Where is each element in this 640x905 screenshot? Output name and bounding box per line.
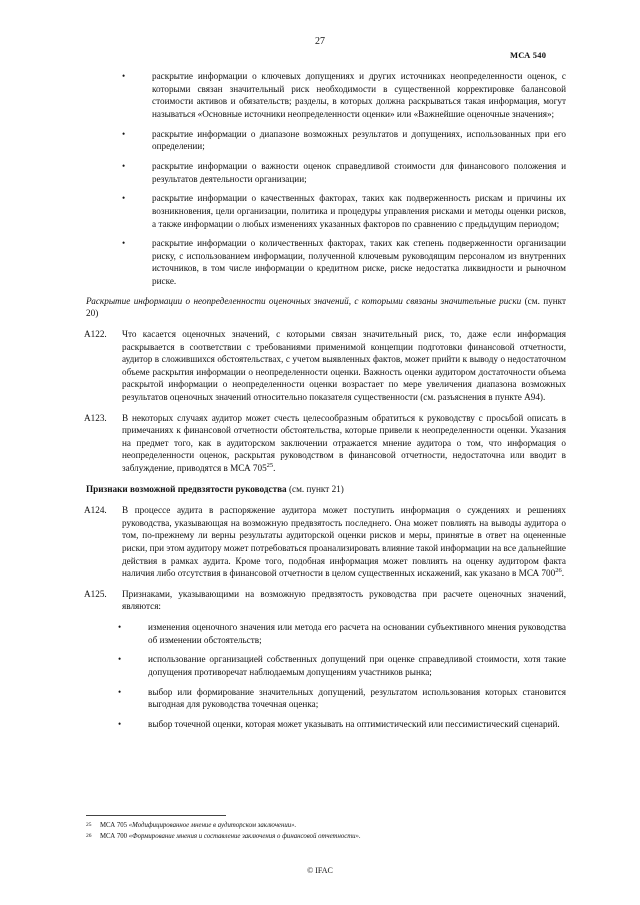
bullet-icon: • [122, 238, 126, 249]
footnote-number: 26 [86, 832, 92, 839]
paragraph-number: A125. [84, 588, 107, 599]
footnote-title: «Формирование мнения и составление заключения о финансовой отчетности». [128, 832, 361, 840]
disclosure-bullet-list [86, 70, 566, 288]
paragraph-text: Что касается оценочных значений, с которыми связан значительный риск, то, даже если информация раскрывается в соответствии с требованиями применимой концепции подготовки финансовой отчетности, аудитор в сложившихся обстоятельствах, с учетом выявленных фактов, может прийти к выводу о недостаточном объеме раскрытия информации о неопределенности оценки. Важность оценки аудитором достаточности объема раскрытой информации о неопределенности оценки возрастает по мере увеличения диапазона возможных результатов оценочных значений относительно показателя существенности (см. разъяснения в пункте А94). [122, 329, 566, 402]
paragraph-number: A123. [84, 412, 107, 423]
section-heading: Признаки возможной предвзятости руководства (см. пункт 21) [86, 483, 344, 494]
paragraph-text: В процессе аудита в распоряжение аудитора может поступить информация о суждениях и решениях руководства, указывающая на возможную предвзятость последнего. Она может повлиять на выводы аудитора о том, по-прежнему ли верны результаты аудиторской оценки рисков и меры, принятые в ответ на оцененные риски, при этом аудитору может потребоваться проанализировать влияние такой информации на все дальнейшие действия в рамках аудита. Кроме того, подобная информация может повлиять на оценку аудитором факта наличия либо отсутствия в финансовой отчетности в целом существенных искажений, как указано в МСА 700 [122, 505, 566, 579]
list-item: • выбор или формирование значительных допущений, результатом использования которых становится выгодная для руководства точечная оценка; [118, 686, 566, 710]
list-item: • использование организацией собственных допущений при оценке справедливой стоимости, хотя такие допущения противоречат наблюдаемым допущениям участников рынка; [118, 654, 566, 677]
list-item: • выбор точечной оценки, которая может указывать на оптимистический или пессимистический сценарий. [118, 719, 560, 730]
footnote-reference[interactable]: 25 [266, 461, 274, 469]
paragraph-text: В некоторых случаях аудитор может счесть целесообразным обратиться к руководству с просьбой описать в примечаниях к финансовой отчетности обстоятельства, которые привели к неопределенности оценки. Указания на предмет того, как в аудиторском заключении отражается мнение аудитора о том, что информация о неопределенности оценок, раскрытая руководством в финансовой отчетности, недостаточна или вводит в заблуждение, приводятся в МСА 705 [122, 412, 566, 473]
footnote-divider [86, 815, 226, 816]
list-item: • раскрытие информации о качественных факторах, таких как подверженность рискам и причины их возникновения, цели организации, политика и процедуры управления рисками и методы оценки рисков, а также информации о любых изменениях указанных факторов по сравнению с предыдущим периодом; [122, 193, 566, 229]
list-item: • раскрытие информации о диапазоне возможных результатов и допущениях, использованных при его определении; [122, 128, 566, 152]
bullet-icon: • [122, 193, 126, 204]
bullet-icon: • [118, 719, 122, 730]
bullet-icon: • [122, 160, 126, 171]
footnote: 25 МСА 705 «Модифицированное мнение в аудиторском заключении». [86, 822, 297, 829]
paragraph-a123: A123. В некоторых случаях аудитор может счесть целесообразным обратиться к руководству с просьбой описать в примечаниях к финансовой отчетности обстоятельства, которые привели к неопределенности оценки. Указания на предмет того, как в аудиторском заключении отражается мнение аудитора о том, что информация о неопределенности оценок, раскрытая руководством в финансовой отчетности, недостаточна или вводит в заблуждение, приводятся в МСА $705^{25}$. [84, 412, 566, 473]
paragraph-a125 [86, 588, 566, 613]
paragraph-number: A122. [84, 329, 107, 340]
document-code: МСА 540 [510, 50, 547, 60]
subsection-heading: Раскрытие информации о неопределенности оценочных значений, с которыми связаны значительные риски (см. пункт 20) [86, 295, 566, 319]
section-reference: (см. пункт 21) [286, 483, 344, 494]
footnote-number: 25 [86, 822, 92, 828]
bullet-icon: • [118, 686, 122, 697]
bullet-icon: • [122, 128, 126, 139]
subsection-reference: (см. пункт 20) [86, 295, 566, 319]
footnotes [86, 821, 566, 843]
list-item: • раскрытие информации о ключевых допущениях и других источниках неопределенности оценок, с которыми связан значительный риск необходимости в существенной корректировке балансовой стоимости активов и обязательств; разделы, в которых должна раскрываться такая информация, могут называться «Основные источники неопределенности оценки» или «Важнейшие оценочные значения»; [122, 71, 566, 119]
paragraph-number: A124. [84, 505, 107, 516]
list-item: • изменения оценочного значения или метода его расчета на основании субъективного мнения руководства об изменении обстоятельств; [118, 621, 566, 645]
bullet-icon: • [122, 71, 126, 81]
copyright-footer: © IFAC [307, 866, 333, 875]
paragraph-text: Признаками, указывающими на возможную предвзятость руководства при расчете оценочных значений, являются: [122, 588, 566, 612]
bias-indicator-list [86, 621, 566, 731]
paragraph-a122 [86, 328, 566, 404]
footnote-reference[interactable]: 26 [555, 567, 562, 575]
main-content [86, 70, 566, 738]
footnote: 26 МСА 700 «Формирование мнения и составление заключения о финансовой отчетности». [86, 832, 361, 840]
bullet-icon: • [118, 621, 122, 632]
paragraph-a124: A124. В процессе аудита в распоряжение аудитора может поступить информация о суждениях и решениях руководства, указывающая на возможную предвзятость последнего. Она может повлиять на выводы аудитора о том, по-прежнему ли верны результаты аудиторской оценки рисков и меры, принятые в ответ на оцененные риски, при этом аудитору может потребоваться проанализировать влияние такой информации на все дальнейшие действия в рамках аудита. Кроме того, подобная информация может повлиять на оценку аудитором факта наличия либо отсутствия в финансовой отчетности в целом существенных искажений, как указано в МСА $700^{26}$. [84, 505, 566, 579]
list-item: • раскрытие информации о важности оценок справедливой стоимости для финансового положения и результатов деятельности организации; [122, 160, 566, 184]
list-item: • раскрытие информации о количественных факторах, таких как степень подверженности организации риску, с использованием информации, полученной ключевым руководящим персоналом из внутренних источников, в том числе информации о кредитном риске, риске недостатка ликвидности и рыночном риске. [122, 238, 566, 287]
bullet-icon: • [118, 654, 122, 665]
page-number: 27 [315, 36, 325, 47]
footnote-title: «Модифицированное мнение в аудиторском заключении». [128, 822, 297, 829]
